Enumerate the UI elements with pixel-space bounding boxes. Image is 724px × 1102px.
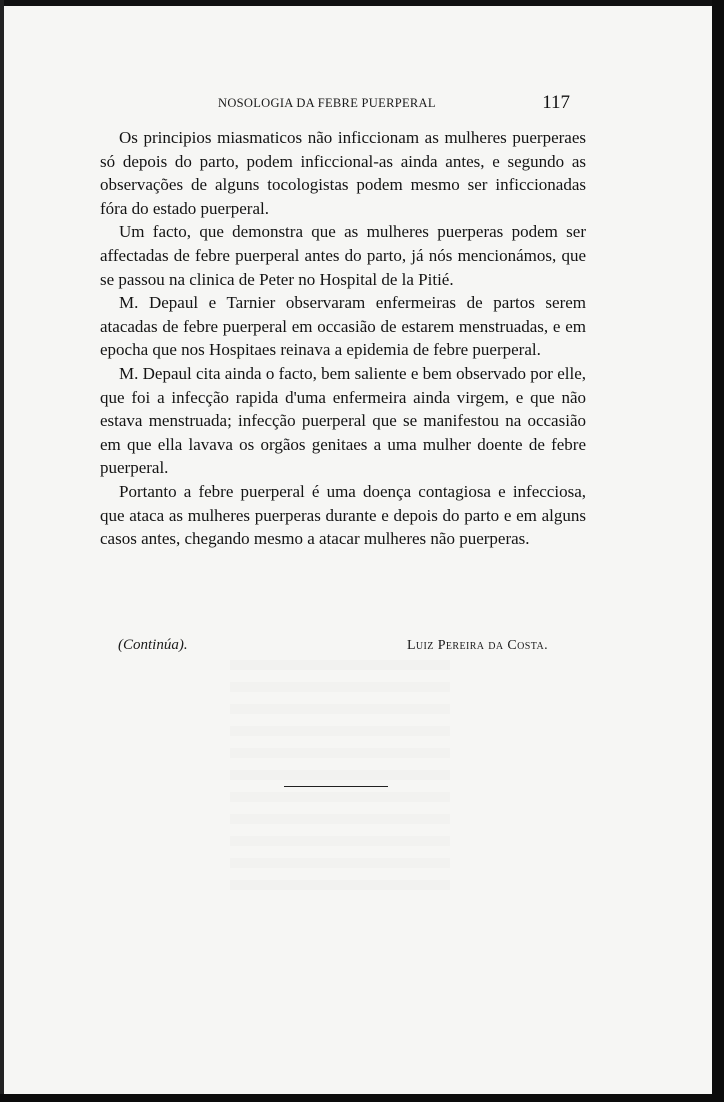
signature-row	[118, 637, 548, 659]
paragraph: M. Depaul cita ainda o facto, bem saliente e bem observado por elle, que foi a infecção rapida d'uma enfermeira ainda virgem, e que não estava menstruada; infecção puerperal que se manifestou na occasião em que ella lavava os orgãos genitaes a uma mulher doente de febre puerperal.	[100, 363, 586, 478]
paragraph: Um facto, que demonstra que as mulheres puerperas podem ser affectadas de febre puerperal antes do parto, já nós mencionámos, que se passou na clinica de Peter no Hospital de la Pitié.	[100, 222, 586, 289]
scan-border-right	[712, 0, 724, 1102]
page-number: 117	[542, 92, 570, 113]
section-divider	[284, 786, 388, 787]
paragraph: M. Depaul e Tarnier observaram enfermeiras de partos serem atacadas de febre puerperal em occasião de estarem menstruadas, e em epocha que nos Hospitaes reinava a epidemia de febre puerperal.	[100, 293, 586, 360]
continued-note: (Continúa).	[118, 637, 188, 653]
bleed-through-shadow	[230, 660, 450, 900]
paragraph: Portanto a febre puerperal é uma doença contagiosa e infecciosa, que ataca as mulheres puerperas durante e depois do parto e em alguns casos antes, chegando mesmo a atacar mulheres não puerperas.	[100, 481, 586, 549]
running-title: NOSOLOGIA DA FEBRE PUERPERAL	[218, 96, 436, 110]
article-body	[100, 126, 586, 551]
scan-border-bottom	[0, 1094, 724, 1102]
scan-border-left	[0, 0, 4, 1102]
author-name: Luiz Pereira da Costa.	[406, 638, 548, 653]
page-header	[100, 92, 580, 116]
paragraph: Os principios miasmaticos não inficcionam as mulheres puerperaes só depois do parto, podem inficcional-as ainda antes, e segundo as observações de alguns tocologistas podem mesmo ser inficcionadas fóra do estado puerperal.	[100, 128, 586, 218]
scan-border-top	[0, 0, 724, 6]
